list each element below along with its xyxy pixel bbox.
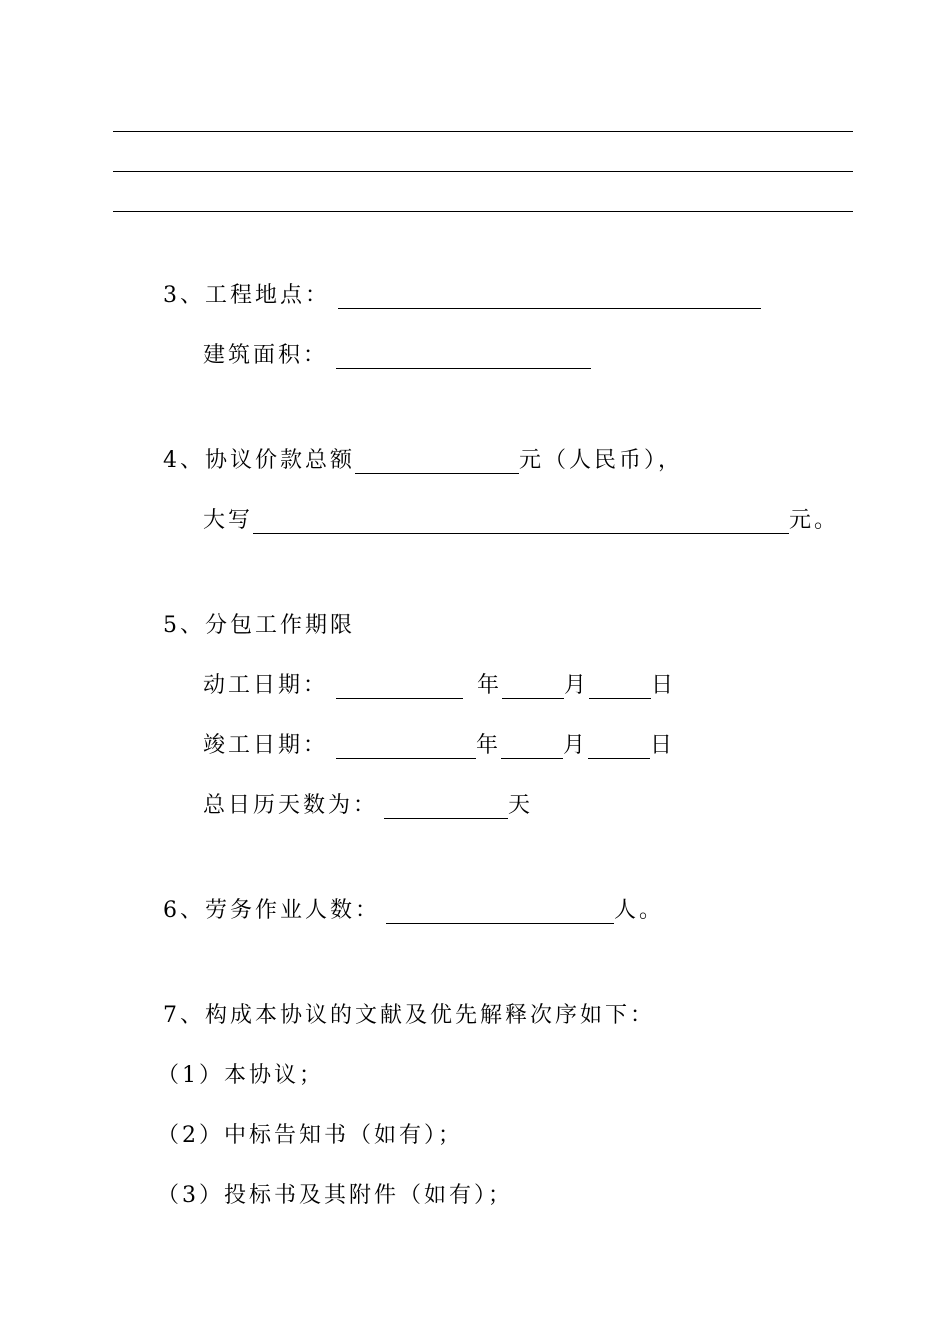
start-month-field[interactable] [502, 674, 564, 699]
work-period-heading [163, 611, 355, 641]
contract-price-row [163, 446, 683, 476]
start-day-label: 日 [651, 673, 677, 698]
total-days-field[interactable] [384, 794, 508, 819]
workers-count-row [163, 896, 664, 926]
top-rule-2 [113, 171, 853, 172]
project-location-row [163, 281, 761, 311]
project-location-label: 工程地点： [205, 283, 331, 308]
building-area-field[interactable] [336, 344, 591, 369]
contract-price-label: 协议价款总额 [205, 448, 356, 473]
workers-count-field[interactable] [386, 899, 614, 924]
item4-number: 4、 [163, 448, 205, 473]
documents-list-item [157, 1061, 324, 1091]
finish-year-field[interactable] [336, 734, 476, 759]
finish-month-label: 月 [563, 733, 589, 758]
building-area-row [203, 341, 591, 371]
finish-day-label: 日 [650, 733, 676, 758]
finish-year-label: 年 [476, 733, 502, 758]
start-day-field[interactable] [589, 674, 651, 699]
top-rule-1 [113, 131, 853, 132]
start-date-label: 动工日期： [203, 673, 329, 698]
finish-date-row [203, 731, 675, 761]
documents-heading-text: 7、构成本协议的文献及优先解释次序如下： [163, 1003, 655, 1028]
documents-list-item-text: （1）本协议； [157, 1063, 324, 1088]
total-days-label: 总日历天数为： [203, 793, 379, 818]
contract-price-unit: 元（人民币）， [519, 448, 684, 473]
project-location-field[interactable] [338, 284, 761, 309]
documents-list-item [157, 1121, 463, 1151]
documents-list-item-text: （3）投标书及其附件（如有）； [157, 1183, 513, 1208]
documents-list-item-text: （2）中标告知书（如有）； [157, 1123, 463, 1148]
item3-number: 3、 [163, 283, 205, 308]
price-in-words-field[interactable] [253, 509, 789, 534]
documents-heading [163, 1001, 655, 1031]
work-period-heading-text: 5、分包工作期限 [163, 613, 355, 638]
top-rule-3 [113, 211, 853, 212]
finish-date-label: 竣工日期： [203, 733, 329, 758]
building-area-label: 建筑面积： [203, 343, 329, 368]
total-days-unit: 天 [508, 793, 534, 818]
price-in-words-unit: 元。 [789, 508, 840, 533]
price-in-words-label: 大写 [203, 508, 254, 533]
finish-day-field[interactable] [588, 734, 650, 759]
total-days-row [203, 791, 533, 821]
documents-list-item [157, 1181, 513, 1211]
workers-count-unit: 人。 [614, 898, 665, 923]
start-year-label: 年 [477, 673, 503, 698]
finish-month-field[interactable] [501, 734, 563, 759]
contract-price-field[interactable] [355, 449, 519, 474]
start-year-field[interactable] [336, 674, 463, 699]
start-date-row [203, 671, 676, 701]
price-in-words-row [203, 506, 839, 536]
workers-count-label: 6、劳务作业人数： [163, 898, 380, 923]
start-month-label: 月 [564, 673, 590, 698]
